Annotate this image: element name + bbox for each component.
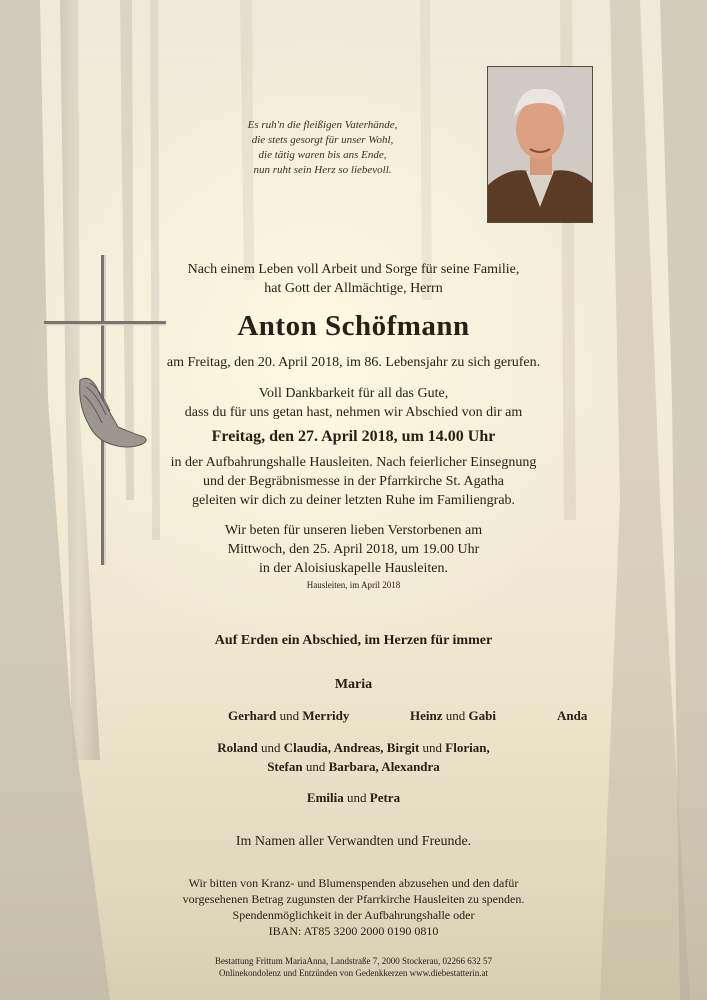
prayer-line: in der Aloisiuskapelle Hausleiten. [259, 561, 448, 576]
mourner-grandchildren-line: Stefan und Barbara, Alexandra [267, 759, 440, 774]
funeral-details-line: in der Aufbahrungshalle Hausleiten. Nach feierlicher Einsegnung [170, 455, 537, 470]
poem-line: nun ruht sein Herz so liebevoll. [253, 164, 392, 176]
funeral-details-line: und der Begräbnismesse in der Pfarrkirche St. Agatha [203, 474, 504, 489]
memorial-poem [200, 118, 445, 178]
poem-line: die tätig waren bis ans Ende, [258, 149, 387, 161]
donation-line: Spendenmöglichkeit in der Aufbahrungshalle oder [232, 908, 475, 922]
mourner-wife: Maria [334, 677, 373, 692]
prayer-line: Wir beten für unseren lieben Verstorbenen am [224, 523, 483, 538]
prayer-line: Mittwoch, den 25. April 2018, um 19.00 Uhr [227, 542, 480, 557]
poem-line: die stets gesorgt für unser Wohl, [251, 134, 394, 146]
donation-line: Wir bitten von Kranz- und Blumenspenden abzusehen und den dafür [188, 876, 519, 890]
footer-online-condolence: Onlinekondolenz und Entzünden von Gedenkkerzen www.diebestatterin.at [218, 968, 489, 978]
relatives-line: Im Namen aller Verwandten und Freunde. [235, 834, 472, 849]
poem-line: Es ruh'n die fleißigen Vaterhände, [247, 119, 398, 131]
mourner-child-3: Anda [557, 708, 588, 723]
mourner-child-2: Heinz und Gabi [410, 708, 496, 723]
place-date: Hausleiten, im April 2018 [306, 580, 401, 590]
gratitude-line: Voll Dankbarkeit für all das Gute, [258, 386, 449, 401]
death-line: am Freitag, den 20. April 2018, im 86. Lebensjahr zu sich gerufen. [166, 355, 541, 370]
intro-line: hat Gott der Allmächtige, Herrn [264, 281, 443, 296]
funeral-date: Freitag, den 27. April 2018, um 14.00 Uhr [211, 428, 496, 445]
donation-line: vorgesehenen Betrag zugunsten der Pfarrkirche Hausleiten zu spenden. [182, 892, 525, 906]
footer-undertaker: Bestattung Frittum MariaAnna, Landstraße 7, 2000 Stockerau, 02266 632 57 [215, 956, 492, 966]
donation-iban: IBAN: AT85 3200 2000 0190 0810 [268, 924, 439, 938]
motto: Auf Erden ein Abschied, im Herzen für immer [214, 633, 493, 648]
mourner-great-grandchildren: Emilia und Petra [306, 790, 401, 805]
intro-line: Nach einem Leben voll Arbeit und Sorge für seine Familie, [187, 262, 520, 277]
mourner-grandchildren-line: Roland und Claudia, Andreas, Birgit und Florian, [217, 740, 490, 755]
funeral-details-line: geleiten wir dich zu deiner letzten Ruhe im Familiengrab. [191, 493, 516, 508]
gratitude-line: dass du für uns getan hast, nehmen wir Abschied von dir am [184, 405, 523, 420]
mourner-child-1: Gerhard und Merridy [228, 708, 350, 723]
deceased-name: Anton Schöfmann [237, 310, 470, 342]
portrait-photo [487, 66, 593, 223]
